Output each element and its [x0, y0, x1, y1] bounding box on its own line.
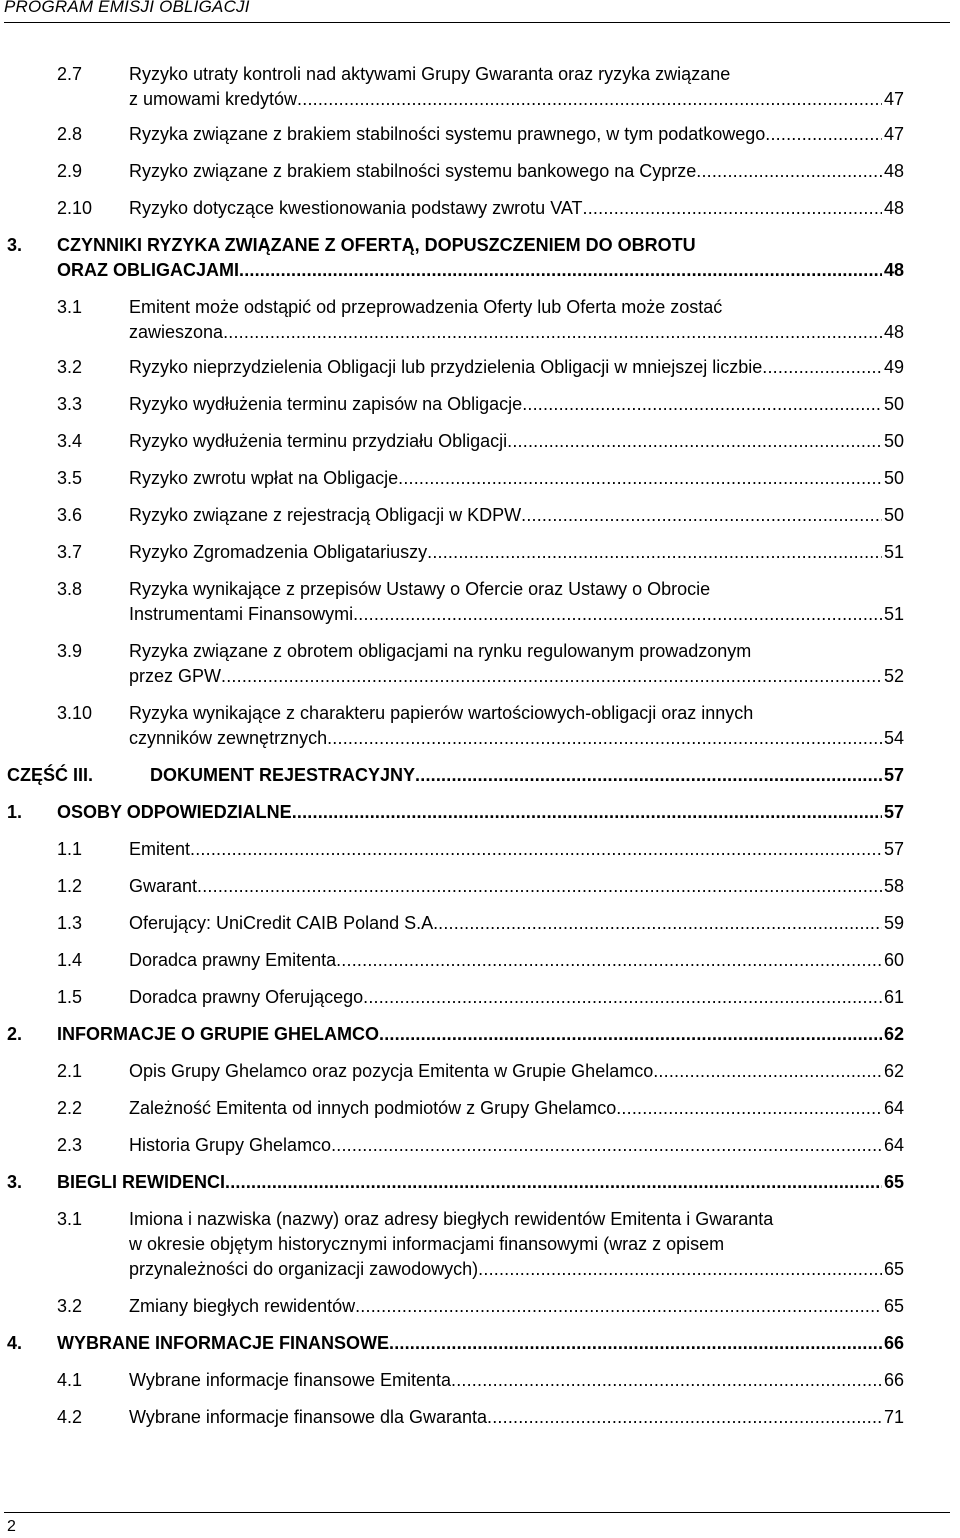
toc-entry-title-line: Instrumentami Finansowymi: [129, 604, 354, 624]
toc-entry-number: 3.: [7, 1172, 23, 1192]
toc-entry-page: 47: [883, 124, 904, 144]
toc-entry[interactable]: [0, 1368, 960, 1393]
toc-entry-page: 64: [883, 1135, 904, 1155]
toc-entry[interactable]: [0, 1170, 960, 1195]
toc-entry-page: 60: [883, 950, 904, 970]
toc-entry-page: 57: [883, 765, 904, 785]
toc-entry-page: 62: [883, 1061, 904, 1081]
toc-entry-title-line: Emitent: [129, 839, 191, 859]
header-rule: [4, 22, 950, 23]
toc-entry-title-line: zawieszona: [129, 322, 224, 342]
toc-entry-page: 61: [883, 987, 904, 1007]
toc-entry[interactable]: [0, 503, 960, 528]
toc-entry[interactable]: [0, 466, 960, 491]
dot-leader: [696, 159, 882, 184]
toc-entry-page: 48: [883, 161, 904, 181]
toc-entry[interactable]: [0, 639, 960, 689]
dot-leader: [451, 1368, 882, 1393]
dot-leader: [353, 602, 882, 627]
footer-page-number: 2: [7, 1518, 16, 1535]
toc-entry-number: 2.10: [57, 198, 93, 218]
toc-entry[interactable]: [0, 392, 960, 417]
toc-entry-title-line: Ryzyko związane z rejestracją Obligacji w KDPW: [129, 505, 522, 525]
toc-entry[interactable]: [0, 1207, 960, 1282]
dot-leader: [331, 1133, 882, 1158]
footer-rule: [4, 1512, 950, 1513]
toc-entry[interactable]: [0, 577, 960, 627]
toc-entry-number: 3.5: [57, 468, 83, 488]
toc-entry-number: 2.2: [57, 1098, 83, 1118]
toc-entry-page: 65: [883, 1259, 904, 1279]
toc-entry-title-line: Doradca prawny Oferującego: [129, 987, 364, 1007]
toc-entry-title-line: WYBRANE INFORMACJE FINANSOWE: [57, 1333, 389, 1353]
dot-leader: [415, 763, 882, 788]
toc-entry-title-line: Ryzyko wydłużenia terminu zapisów na Obligacje: [129, 394, 523, 414]
toc-entry-page: 51: [883, 604, 904, 624]
toc-entry[interactable]: [0, 355, 960, 380]
toc-entry-number: 3.2: [57, 1296, 83, 1316]
toc-entry-page: 57: [883, 839, 904, 859]
toc-entry-title-line: CZYNNIKI RYZYKA ZWIĄZANE Z OFERTĄ, DOPUSZCZENIEM DO OBROTU: [57, 235, 696, 255]
toc-entry-title-line: Ryzyka wynikające z przepisów Ustawy o Ofercie oraz Ustawy o Obrocie: [129, 579, 711, 599]
toc-entry-title-line: Ryzyko nieprzydzielenia Obligacji lub przydzielenia Obligacji w mniejszej liczbie: [129, 357, 763, 377]
toc-entry[interactable]: [0, 1133, 960, 1158]
toc-entry-number: 2.1: [57, 1061, 83, 1081]
toc-entry[interactable]: [0, 122, 960, 147]
toc-entry-number: 1.: [7, 802, 23, 822]
toc-entry-page: 47: [883, 89, 904, 109]
toc-entry-page: 65: [883, 1296, 904, 1316]
dot-leader: [765, 122, 882, 147]
toc-entry-title-line: Ryzyko zwrotu wpłat na Obligacje: [129, 468, 399, 488]
toc-entry-number: 3.: [7, 235, 23, 255]
toc-entry-page: 62: [883, 1024, 904, 1044]
toc-entry-title-line: Ryzyko związane z brakiem stabilności systemu bankowego na Cyprze: [129, 161, 697, 181]
dot-leader: [336, 948, 882, 973]
toc-entry-number: 1.5: [57, 987, 83, 1007]
toc-entry[interactable]: [0, 911, 960, 936]
toc-entry[interactable]: [0, 429, 960, 454]
toc-entry-title-line: BIEGLI REWIDENCI: [57, 1172, 226, 1192]
toc-entry-number: 3.6: [57, 505, 83, 525]
toc-entry-title-line: Ryzyko wydłużenia terminu przydziału Obligacji: [129, 431, 508, 451]
toc-entry[interactable]: [0, 874, 960, 899]
toc-entry-number: 3.1: [57, 297, 83, 317]
toc-entry-page: 71: [883, 1407, 904, 1427]
toc-entry-number: 3.7: [57, 542, 83, 562]
toc-entry-page: 51: [883, 542, 904, 562]
toc-entry-page: 64: [883, 1098, 904, 1118]
toc-entry-title-line: INFORMACJE O GRUPIE GHELAMCO: [57, 1024, 380, 1044]
toc-entry[interactable]: [0, 1059, 960, 1084]
dot-leader: [221, 664, 882, 689]
toc-entry-title-line: Emitent może odstąpić od przeprowadzenia Oferty lub Oferta może zostać: [129, 297, 723, 317]
page-header: [0, 0, 960, 24]
toc-entry-number: 2.: [7, 1024, 23, 1044]
toc-entry-page: 65: [883, 1172, 904, 1192]
dot-leader: [292, 800, 882, 825]
toc-entry-page: 57: [883, 802, 904, 822]
toc-entry[interactable]: [0, 948, 960, 973]
toc-entry-number: 1.2: [57, 876, 83, 896]
toc-entry-page: 50: [883, 394, 904, 414]
dot-leader: [190, 837, 882, 862]
toc-entry[interactable]: [0, 540, 960, 565]
toc-entry-number: 3.8: [57, 579, 83, 599]
toc-entry[interactable]: [0, 701, 960, 751]
toc-entry-title-line: Ryzyka związane z brakiem stabilności systemu prawnego, w tym podatkowego: [129, 124, 766, 144]
toc-entry-page: 52: [883, 666, 904, 686]
toc-entry-title-line: OSOBY ODPOWIEDZIALNE: [57, 802, 292, 822]
toc-entry-page: 54: [883, 728, 904, 748]
toc-entry-number: 2.7: [57, 64, 83, 84]
dot-leader: [379, 1022, 882, 1047]
dot-leader: [583, 196, 882, 221]
toc-entry-title-line: Zależność Emitenta od innych podmiotów z Grupy Ghelamco: [129, 1098, 617, 1118]
toc-entry-title-line: Ryzyko dotyczące kwestionowania podstawy zwrotu VAT: [129, 198, 583, 218]
toc-entry-number: 4.2: [57, 1407, 83, 1427]
toc-entry-title-line: Opis Grupy Ghelamco oraz pozycja Emitenta w Grupie Ghelamco: [129, 1061, 654, 1081]
toc-entry-number: 4.1: [57, 1370, 83, 1390]
toc-entry-page: 49: [883, 357, 904, 377]
toc-entry[interactable]: [0, 159, 960, 184]
dot-leader: [653, 1059, 882, 1084]
toc-entry-number: 3.10: [57, 703, 93, 723]
toc-entry-number: 3.4: [57, 431, 83, 451]
dot-leader: [223, 320, 882, 345]
dot-leader: [297, 87, 882, 112]
toc-entry-title-line: w okresie objętym historycznymi informacjami finansowymi (wraz z opisem: [129, 1234, 725, 1254]
toc-entry-number: 3.9: [57, 641, 83, 661]
toc-entry-title-line: Gwarant: [129, 876, 198, 896]
dot-leader: [427, 540, 882, 565]
toc-entry-page: 48: [883, 322, 904, 342]
toc-entry-page: 50: [883, 431, 904, 451]
dot-leader: [522, 392, 882, 417]
toc-entry[interactable]: [0, 1331, 960, 1356]
dot-leader: [616, 1096, 882, 1121]
toc-entry-title-line: Wybrane informacje finansowe dla Gwaranta: [129, 1407, 488, 1427]
toc-entry-title-line: Ryzyka wynikające z charakteru papierów wartościowych-obligacji oraz innych: [129, 703, 754, 723]
toc-entry-page: 66: [883, 1370, 904, 1390]
dot-leader: [389, 1331, 882, 1356]
toc-entry-number: 1.3: [57, 913, 83, 933]
toc-entry-title-line: Historia Grupy Ghelamco: [129, 1135, 332, 1155]
toc-entry-title-line: Ryzyko Zgromadzenia Obligatariuszy: [129, 542, 428, 562]
toc-entry-title-line: z umowami kredytów: [129, 89, 298, 109]
dot-leader: [521, 503, 882, 528]
dot-leader: [398, 466, 882, 491]
dot-leader: [762, 355, 882, 380]
toc-entry[interactable]: [0, 233, 960, 283]
toc-entry-title-line: Ryzyko utraty kontroli nad aktywami Grupy Gwaranta oraz ryzyka związane: [129, 64, 731, 84]
toc-entry-page: 48: [883, 198, 904, 218]
dot-leader: [478, 1257, 882, 1282]
toc-entry-page: 59: [883, 913, 904, 933]
toc-entry-title-line: przynależności do organizacji zawodowych): [129, 1259, 479, 1279]
toc-entry-number: 2.9: [57, 161, 83, 181]
toc-entry-title-line: czynników zewnętrznych: [129, 728, 328, 748]
toc-entry-number: 3.2: [57, 357, 83, 377]
table-of-contents: [0, 62, 960, 1442]
toc-entry-title-line: ORAZ OBLIGACJAMI: [57, 260, 239, 280]
toc-entry[interactable]: [0, 837, 960, 862]
toc-entry-title-line: DOKUMENT REJESTRACYJNY: [150, 765, 416, 785]
toc-entry[interactable]: [0, 1294, 960, 1319]
toc-entry[interactable]: [0, 196, 960, 221]
toc-entry-title-line: Oferujący: UniCredit CAIB Poland S.A.: [129, 913, 439, 933]
toc-entry-number: 2.8: [57, 124, 83, 144]
toc-entry[interactable]: [0, 1022, 960, 1047]
toc-entry-page: 58: [883, 876, 904, 896]
toc-entry-number: 3.3: [57, 394, 83, 414]
toc-entry-page: 66: [883, 1333, 904, 1353]
toc-entry-number: 1.4: [57, 950, 83, 970]
toc-entry-title-line: Doradca prawny Emitenta: [129, 950, 337, 970]
toc-entry[interactable]: [0, 295, 960, 345]
dot-leader: [197, 874, 882, 899]
toc-entry-title-line: Zmiany biegłych rewidentów: [129, 1296, 356, 1316]
toc-entry-page: 50: [883, 505, 904, 525]
header-title: PROGRAM EMISJI OBLIGACJI: [4, 0, 250, 16]
dot-leader: [239, 258, 882, 283]
toc-entry[interactable]: [0, 1096, 960, 1121]
toc-entry-number: 4.: [7, 1333, 23, 1353]
toc-entry-title-line: przez GPW: [129, 666, 222, 686]
toc-entry-title-line: Wybrane informacje finansowe Emitenta: [129, 1370, 451, 1390]
toc-entry-page: 48: [883, 260, 904, 280]
dot-leader: [438, 911, 882, 936]
toc-entry-number: CZĘŚĆ III.: [7, 765, 94, 785]
toc-entry[interactable]: [0, 985, 960, 1010]
toc-entry-number: 2.3: [57, 1135, 83, 1155]
toc-entry[interactable]: [0, 62, 960, 112]
toc-entry-title-line: Imiona i nazwiska (nazwy) oraz adresy biegłych rewidentów Emitenta i Gwaranta: [129, 1209, 774, 1229]
dot-leader: [225, 1170, 882, 1195]
dot-leader: [327, 726, 882, 751]
dot-leader: [507, 429, 882, 454]
toc-entry-number: 1.1: [57, 839, 83, 859]
toc-entry-title-line: Ryzyka związane z obrotem obligacjami na rynku regulowanym prowadzonym: [129, 641, 752, 661]
toc-entry[interactable]: [0, 1405, 960, 1430]
toc-entry[interactable]: [0, 763, 960, 788]
toc-entry-number: 3.1: [57, 1209, 83, 1229]
dot-leader: [487, 1405, 882, 1430]
dot-leader: [363, 985, 882, 1010]
dot-leader: [355, 1294, 882, 1319]
toc-entry-page: 50: [883, 468, 904, 488]
toc-entry[interactable]: [0, 800, 960, 825]
